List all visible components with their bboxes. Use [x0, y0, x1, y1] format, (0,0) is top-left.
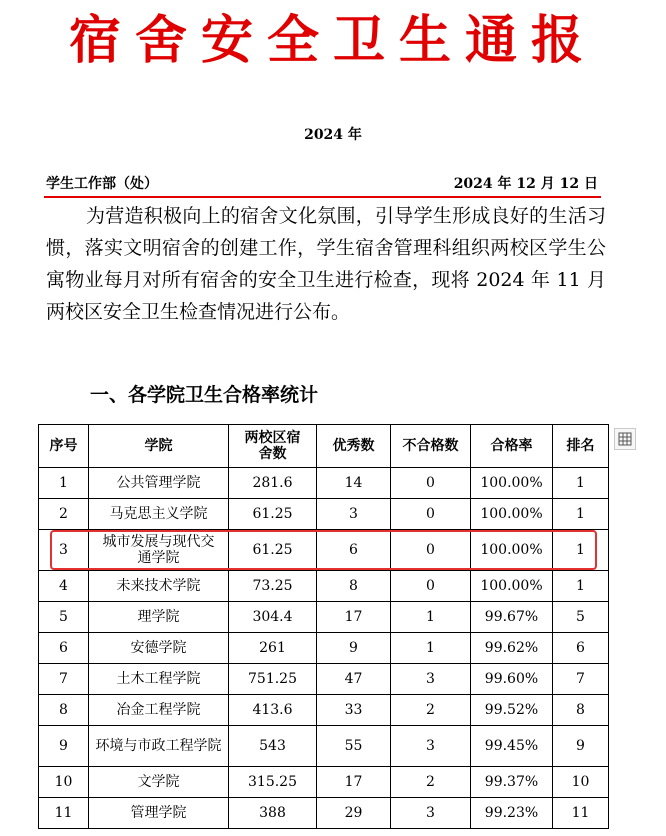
- report-year: 2024 年: [304, 127, 362, 143]
- cell-college: 未来技术学院: [89, 571, 229, 602]
- cell-rank: 6: [553, 633, 609, 664]
- cell-pass-rate: 100.00%: [471, 530, 553, 571]
- cell-excellent: 17: [317, 602, 391, 633]
- header-dorm-count: 两校区宿舍数: [229, 425, 317, 468]
- cell-failed: 3: [391, 726, 471, 767]
- cell-pass-rate: 99.45%: [471, 726, 553, 767]
- cell-excellent: 14: [317, 468, 391, 499]
- cell-excellent: 9: [317, 633, 391, 664]
- cell-failed: 3: [391, 798, 471, 829]
- cell-dorm-count: 281.6: [229, 468, 317, 499]
- cell-rank: 1: [553, 499, 609, 530]
- cell-excellent: 33: [317, 695, 391, 726]
- table-select-icon[interactable]: [614, 428, 636, 450]
- cell-dorm-count: 388: [229, 798, 317, 829]
- cell-index: 9: [39, 726, 89, 767]
- cell-failed: 0: [391, 499, 471, 530]
- cell-index: 6: [39, 633, 89, 664]
- cell-college: 城市发展与现代交通学院: [89, 530, 229, 571]
- table-row: [39, 664, 609, 695]
- cell-dorm-count: 543: [229, 726, 317, 767]
- cell-failed: 1: [391, 602, 471, 633]
- page-title: 宿舍安全卫生通报: [68, 11, 597, 71]
- cell-rank: 8: [553, 695, 609, 726]
- cell-college: 环境与市政工程学院: [89, 726, 229, 767]
- intro-paragraph: 为营造积极向上的宿舍文化氛围，引导学生形成良好的生活习惯，落实文明宿舍的创建工作，学生宿舍管理科组织两校区学生公寓物业每月对所有宿舍的安全卫生进行检查，现将 2024 年 11 月两校区安全卫生检查情况进行公布。: [46, 205, 606, 323]
- cell-index: 3: [39, 530, 89, 571]
- cell-college: 公共管理学院: [89, 468, 229, 499]
- table-row: [39, 798, 609, 829]
- cell-rank: 11: [553, 798, 609, 829]
- header-rank: 排名: [553, 425, 609, 468]
- cell-index: 5: [39, 602, 89, 633]
- cell-college: 理学院: [89, 602, 229, 633]
- cell-pass-rate: 99.62%: [471, 633, 553, 664]
- cell-rank: 9: [553, 726, 609, 767]
- table-row: [39, 695, 609, 726]
- cell-pass-rate: 99.23%: [471, 798, 553, 829]
- header-pass-rate: 合格率: [471, 425, 553, 468]
- cell-college: 土木工程学院: [89, 664, 229, 695]
- hygiene-stats-table: [38, 424, 609, 829]
- cell-index: 8: [39, 695, 89, 726]
- cell-index: 2: [39, 499, 89, 530]
- cell-rank: 1: [553, 530, 609, 571]
- cell-college: 安德学院: [89, 633, 229, 664]
- cell-excellent: 47: [317, 664, 391, 695]
- cell-failed: 1: [391, 633, 471, 664]
- cell-dorm-count: 304.4: [229, 602, 317, 633]
- cell-index: 11: [39, 798, 89, 829]
- header-excellent: 优秀数: [317, 425, 391, 468]
- cell-pass-rate: 100.00%: [471, 571, 553, 602]
- cell-college: 马克思主义学院: [89, 499, 229, 530]
- issue-date: 2024 年 12 月 12 日: [453, 176, 598, 192]
- cell-excellent: 17: [317, 767, 391, 798]
- cell-index: 1: [39, 468, 89, 499]
- table-row: [39, 726, 609, 767]
- cell-failed: 0: [391, 571, 471, 602]
- header-index: 序号: [39, 425, 89, 468]
- cell-dorm-count: 751.25: [229, 664, 317, 695]
- table-row: [39, 571, 609, 602]
- table-row: [39, 468, 609, 499]
- table-header-row: [39, 425, 609, 468]
- cell-rank: 5: [553, 602, 609, 633]
- cell-pass-rate: 99.60%: [471, 664, 553, 695]
- cell-college: 文学院: [89, 767, 229, 798]
- header-failed: 不合格数: [391, 425, 471, 468]
- section-title: 一、各学院卫生合格率统计: [90, 384, 319, 406]
- cell-index: 10: [39, 767, 89, 798]
- cell-pass-rate: 100.00%: [471, 499, 553, 530]
- cell-excellent: 6: [317, 530, 391, 571]
- cell-failed: 0: [391, 468, 471, 499]
- cell-failed: 2: [391, 767, 471, 798]
- cell-pass-rate: 99.37%: [471, 767, 553, 798]
- cell-rank: 1: [553, 571, 609, 602]
- issuing-department: 学生工作部（处）: [46, 176, 158, 192]
- cell-rank: 10: [553, 767, 609, 798]
- cell-excellent: 3: [317, 499, 391, 530]
- cell-dorm-count: 413.6: [229, 695, 317, 726]
- cell-excellent: 55: [317, 726, 391, 767]
- header-divider: [44, 196, 601, 198]
- cell-rank: 1: [553, 468, 609, 499]
- table-row: [39, 767, 609, 798]
- cell-failed: 2: [391, 695, 471, 726]
- table-row: [39, 530, 609, 571]
- cell-college: 冶金工程学院: [89, 695, 229, 726]
- cell-dorm-count: 73.25: [229, 571, 317, 602]
- table-row: [39, 633, 609, 664]
- cell-failed: 0: [391, 530, 471, 571]
- cell-excellent: 29: [317, 798, 391, 829]
- cell-index: 4: [39, 571, 89, 602]
- cell-excellent: 8: [317, 571, 391, 602]
- table-row: [39, 602, 609, 633]
- cell-index: 7: [39, 664, 89, 695]
- cell-failed: 3: [391, 664, 471, 695]
- cell-dorm-count: 61.25: [229, 530, 317, 571]
- cell-dorm-count: 315.25: [229, 767, 317, 798]
- table-row: [39, 499, 609, 530]
- cell-dorm-count: 261: [229, 633, 317, 664]
- cell-pass-rate: 100.00%: [471, 468, 553, 499]
- header-college: 学院: [89, 425, 229, 468]
- cell-pass-rate: 99.52%: [471, 695, 553, 726]
- cell-dorm-count: 61.25: [229, 499, 317, 530]
- cell-rank: 7: [553, 664, 609, 695]
- table-select-icon-glyph: [618, 432, 632, 446]
- cell-college: 管理学院: [89, 798, 229, 829]
- cell-pass-rate: 99.67%: [471, 602, 553, 633]
